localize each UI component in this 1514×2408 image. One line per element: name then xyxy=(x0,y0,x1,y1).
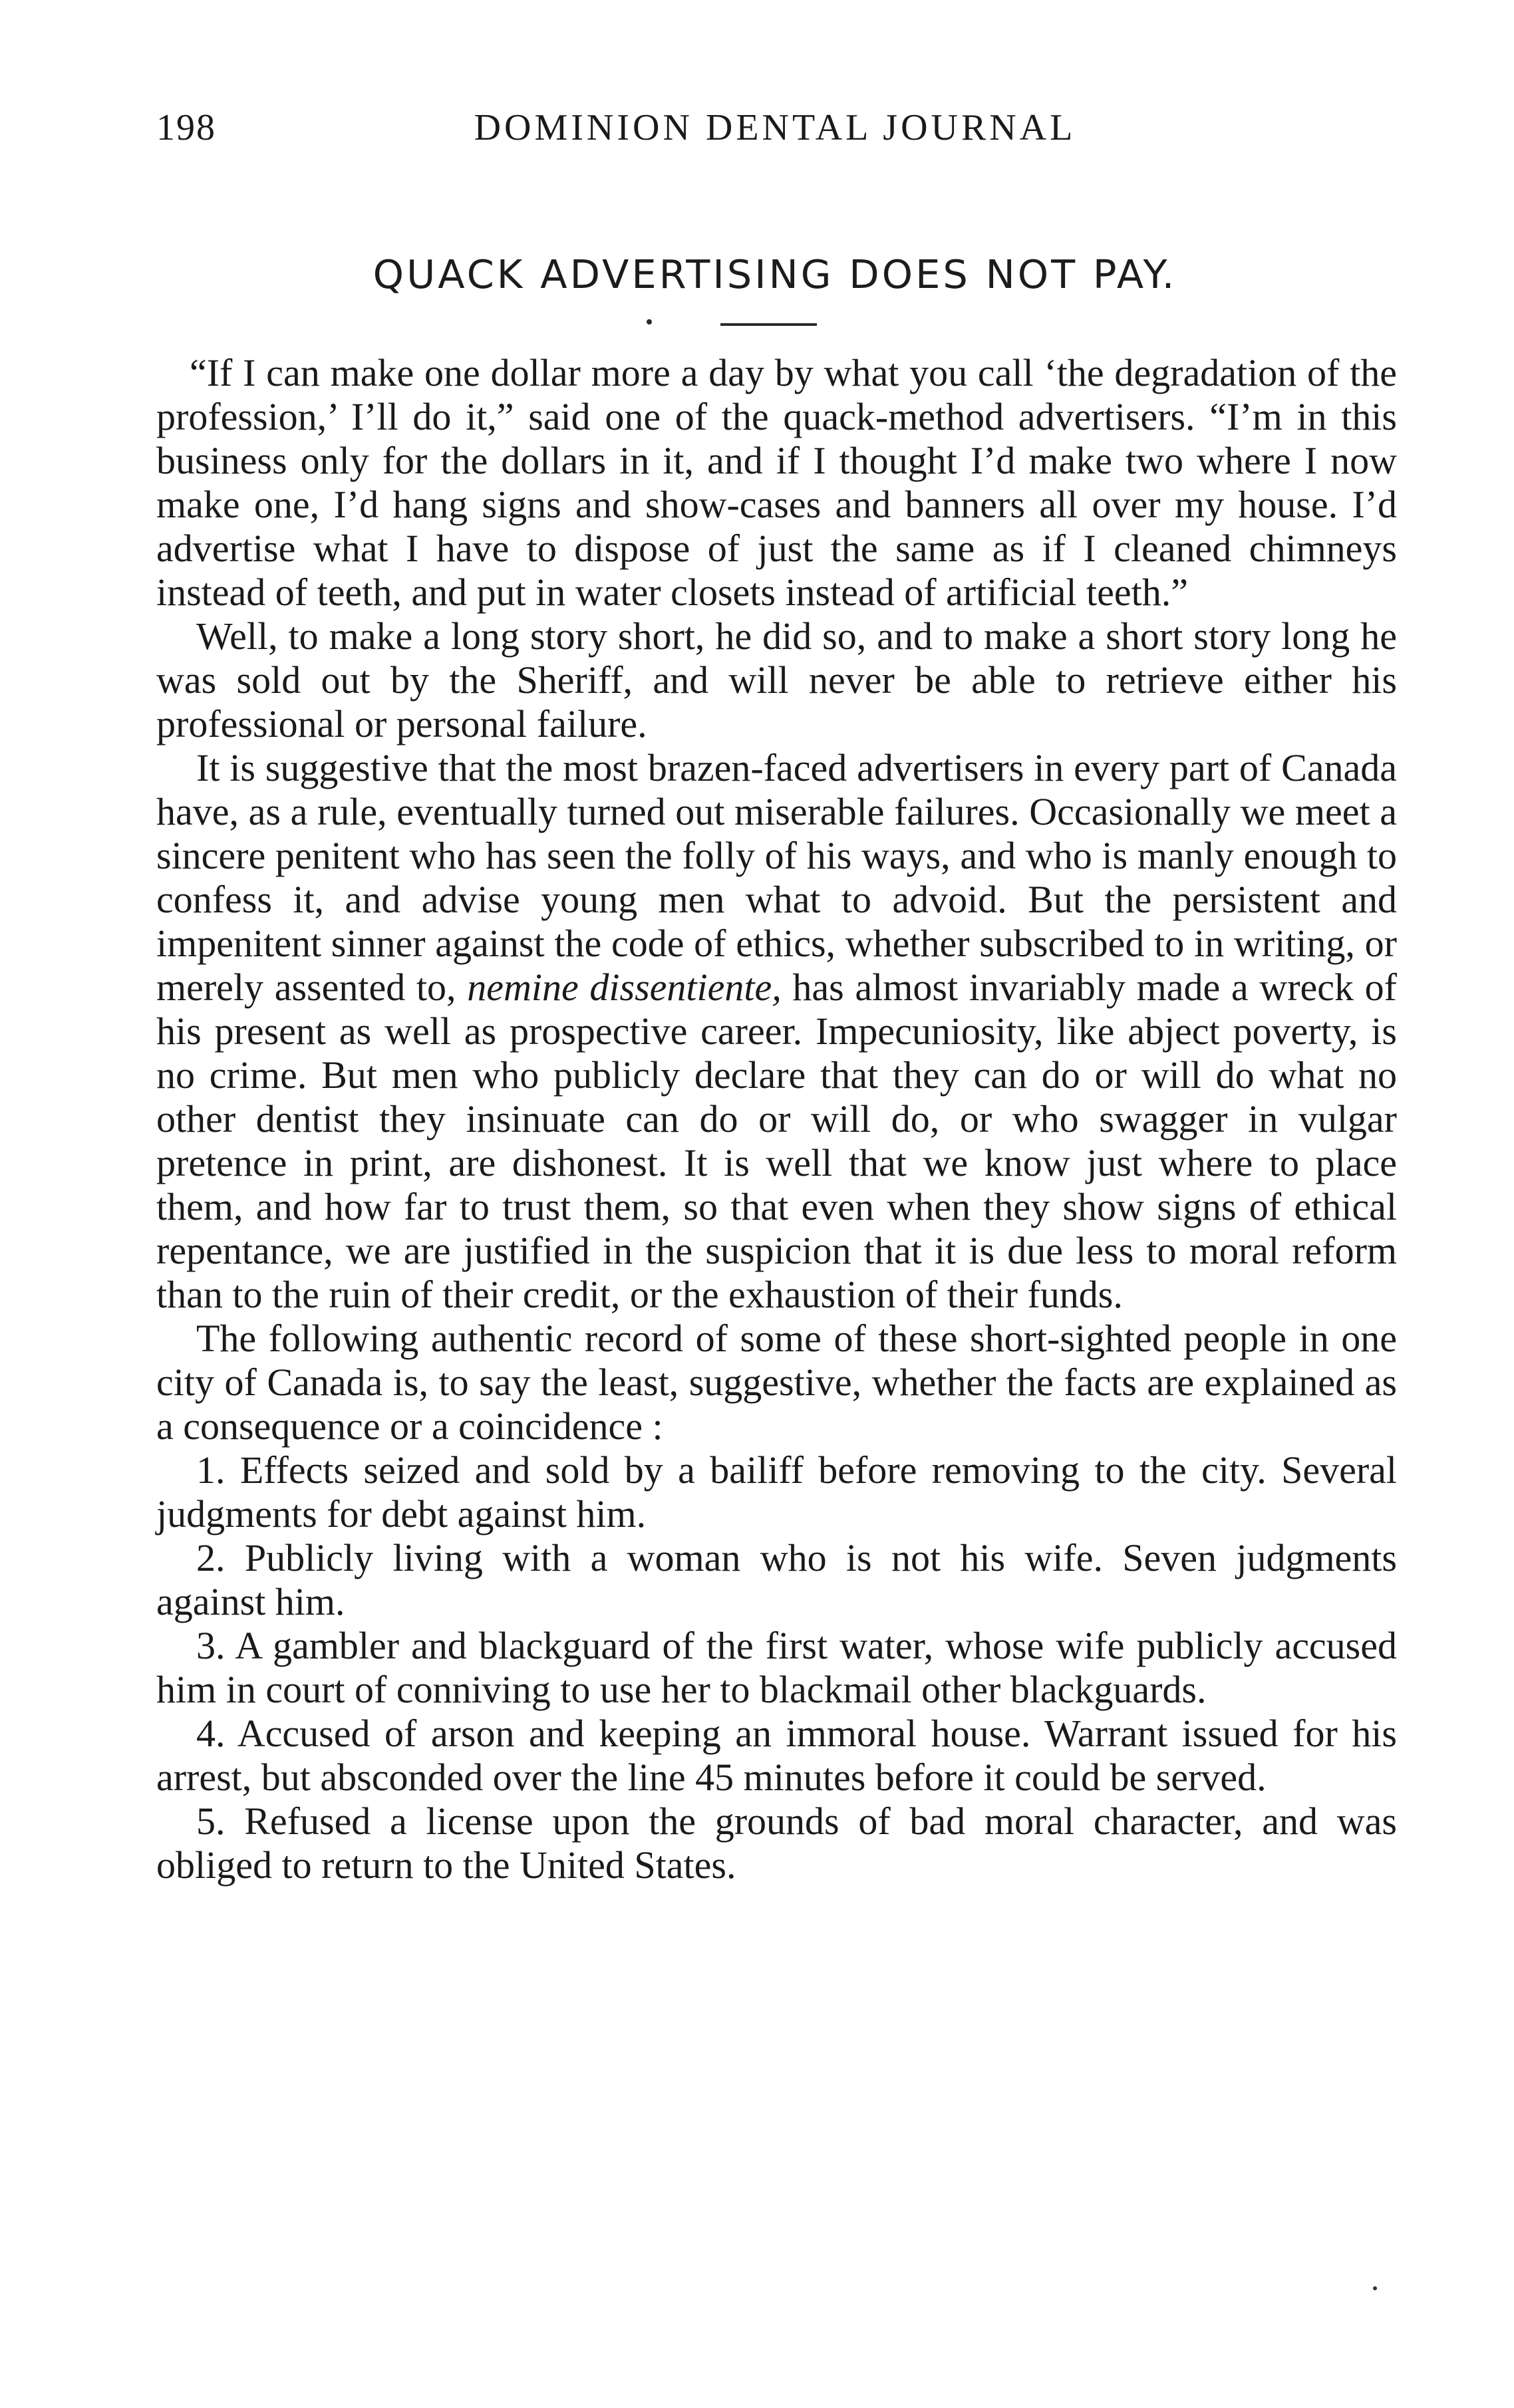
list-item: 2. Publicly living with a woman who is not his wife. Seven judgments against him. xyxy=(156,1536,1397,1623)
title-rule xyxy=(720,323,817,326)
list-item: 1. Effects seized and sold by a bailiff before removing to the city. Several judgments for debt against him. xyxy=(156,1448,1397,1536)
title-ornament-dot xyxy=(647,319,652,325)
latin-phrase: nemine dissentiente, xyxy=(467,966,782,1009)
paragraph-suggestive xyxy=(156,746,1397,1317)
list-item: 3. A gambler and blackguard of the first water, whose wife publicly accused him in court of conniving to use her to blackmail other blackguards. xyxy=(156,1624,1397,1711)
list-item: 4. Accused of arson and keeping an immoral house. Warrant issued for his arrest, but absconded over the line 45 minutes before it could be served. xyxy=(156,1712,1397,1799)
paragraph-sheriff: Well, to make a long story short, he did so, and to make a short story long he was sold out by the Sheriff, and will never be able to retrieve either his professional or personal failure. xyxy=(156,614,1397,745)
list-item: 5. Refused a license upon the grounds of bad moral character, and was obliged to return to the United States. xyxy=(156,1800,1397,1887)
paragraph-suggestive-part-1: It is suggestive that the most brazen-faced advertisers in every part of Canada have, as a rule, eventually turned out miserable failures. Occasionally we meet a sincere penitent who has seen the folly of his ways, and who is manly enough to confess it, and advise young men what to advoid. But the persistent and impenitent sinner against the code of ethics, whether subscribed to in writing, or merely assented to, xyxy=(156,746,1397,1009)
paragraph-suggestive-part-2: has almost invariably made a wreck of his present as well as prospective career. Impecuniosity, like abject poverty, is no crime. But men who publicly declare that they can do or will do what no other dentist they insinuate can do or will do, or who swagger in vulgar pretence in print, are dishonest. It is well that we know just where to place them, and how far to trust them, so that even when they show signs of ethical repentance, we are justified in the suspicion that it is due less to moral reform than to the ruin of their credit, or the exhaustion of their funds. xyxy=(156,966,1397,1316)
page-number: 198 xyxy=(156,107,216,148)
paragraph-record-intro: The following authentic record of some of these short-sighted people in one city of Canada is, to say the least, suggestive, whether the facts are explained as a consequence or a coincidence : xyxy=(156,1317,1397,1448)
article-title: QUACK ADVERTISING DOES NOT PAY. xyxy=(373,251,1177,297)
end-mark-dot xyxy=(1373,2286,1377,2290)
journal-title: DOMINION DENTAL JOURNAL xyxy=(474,107,1076,148)
paragraph-quote: “If I can make one dollar more a day by what you call ‘the degradation of the profession,’ I’ll do it,” said one of the quack-method advertisers. “I’m in this business only for the dollars in it, and if I thought I’d make two where I now make one, I’d hang signs and show-cases and banners all over my house. I’d advertise what I have to dispose of just the same as if I cleaned chimneys instead of teeth, and put in water closets instead of artificial teeth.” xyxy=(156,351,1397,614)
running-header xyxy=(156,106,1394,160)
article-body xyxy=(156,351,1397,1887)
